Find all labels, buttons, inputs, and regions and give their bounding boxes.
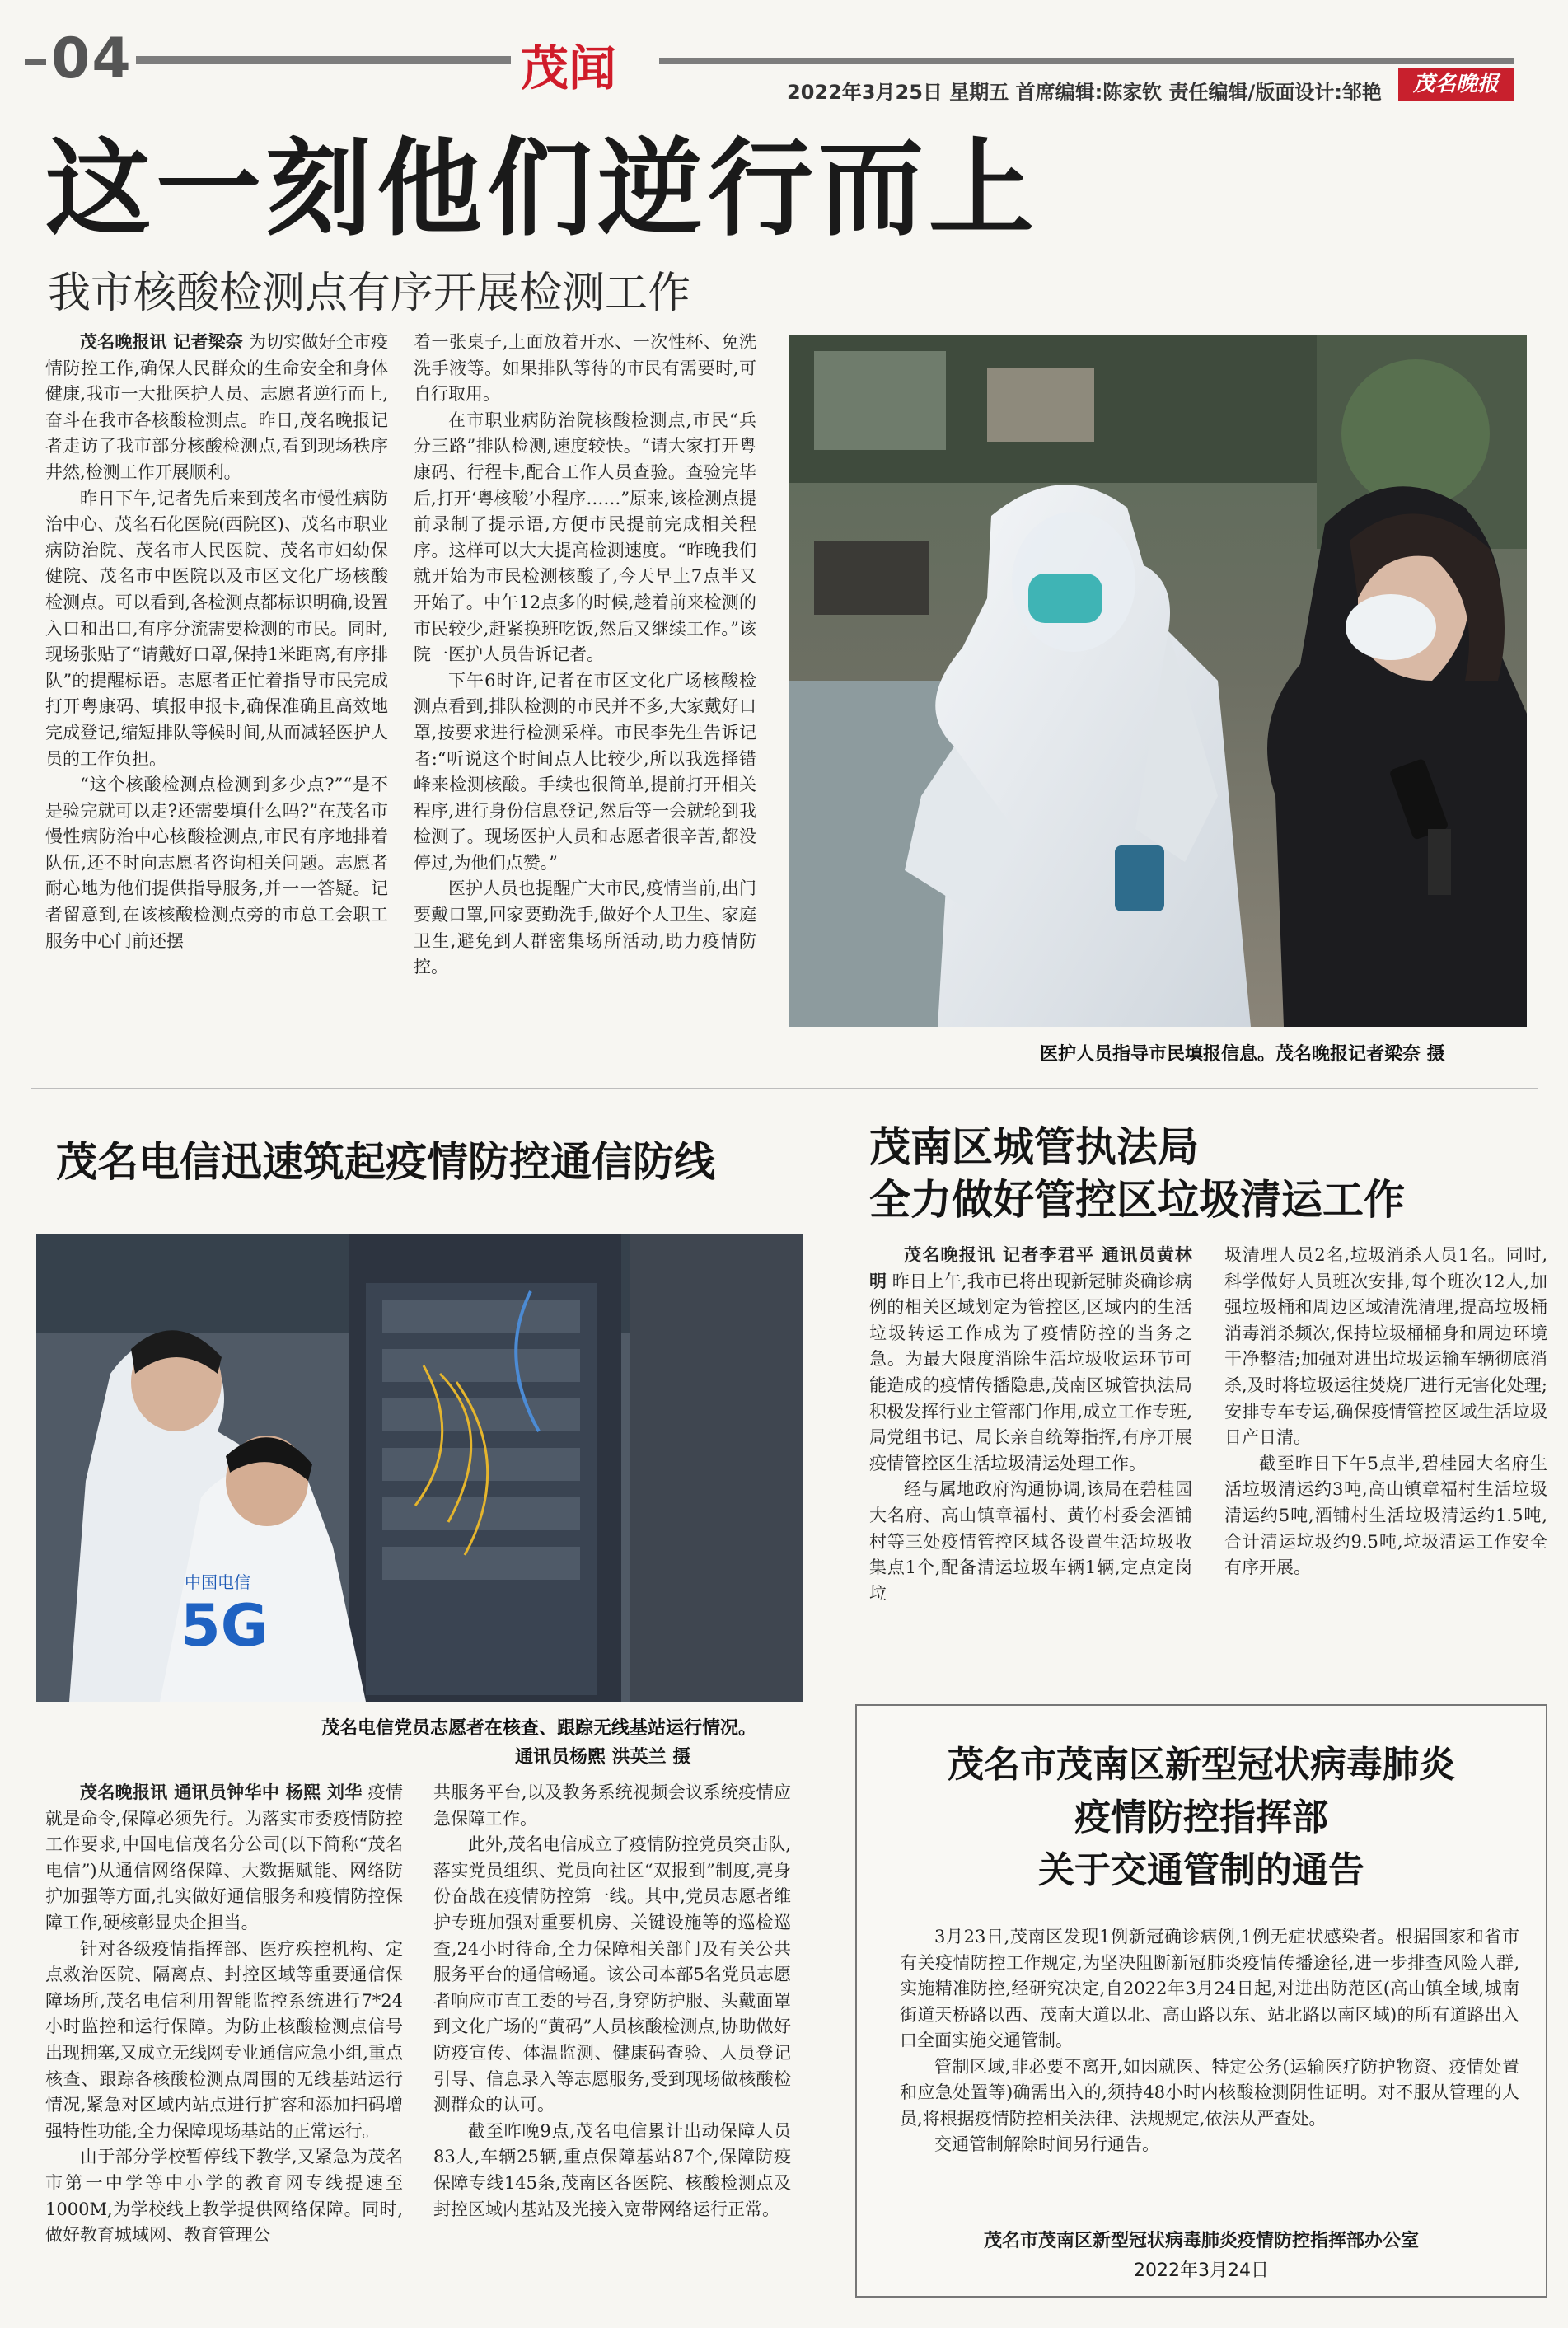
masthead-logo [1398, 68, 1514, 101]
article3-byline: 茂名晚报讯 记者李君平 通讯员黄林明 [869, 1245, 1192, 1291]
header-meta: 2022年3月25日 星期五 首席编辑:陈家钦 责任编辑/版面设计:邹艳 [787, 81, 1382, 104]
article2-paragraph: 此外,茂名电信成立了疫情防控党员突击队,落实党员组织、党员向社区“双报到”制度,亮身份奋战在疫情防控第一线。其中,党员志愿者维护专班加强对重要机房、关键设施等的巡检巡查,24小时待命,全力保障相关部门及有关公共服务平台的通信畅通。该公司本部5名党员志愿者响应市直工委的号召,身穿防护服、头戴面罩到文化广场的“黄码”人员核酸检测点,协助做好防疫宣传、体温监测、健康码查验、人员登记引导、信息录入等志愿服务,受到现场做核酸检测群众的认可。 [433, 1834, 791, 2115]
notice-signature: 茂名市茂南区新型冠状病毒肺炎疫情防控指挥部办公室 [983, 2231, 1419, 2251]
article2-byline: 茂名晚报讯 通讯员钟华中 杨熙 刘华 [80, 1782, 363, 1802]
article2-col1 [45, 1780, 403, 2249]
medical-worker-photo [789, 335, 1527, 1027]
article1-paragraph: 着一张桌子,上面放着开水、一次性杯、免洗洗手液等。如果排队等待的市民有需要时,可自行取用。 [414, 332, 756, 405]
article1-col2 [414, 330, 756, 981]
article2-paragraph: 针对各级疫情指挥部、医疗疾控机构、定点救治医院、隔离点、封控区域等重要通信保障场所,茂名电信利用智能监控系统进行7*24小时监控和运行保障。为防止核酸检测点信号出现拥塞,又成立无线网专业通信应急小组,重点核查、跟踪各核酸检测点周围的无线基站运行情况,紧急对区域内站点进行扩容和添加扫码增强特性功能,全力保障现场基站的正常运行。 [45, 1938, 403, 2141]
page-number: 04 [25, 26, 133, 91]
article1-headline: 这一刻他们逆行而上 [45, 128, 1040, 251]
article3-paragraph: 截至昨日下午5点半,碧桂园大名府生活垃圾清运约3吨,高山镇章福村生活垃圾清运约5吨,酒铺村生活垃圾清运约1.5吨,合计清运垃圾约9.5吨,垃圾清运工作安全有序开展。 [1224, 1453, 1547, 1578]
section-title: 茂闻 [521, 40, 617, 96]
notice-title-line2: 疫情防控指挥部 [1074, 1796, 1328, 1839]
header-rule-left [136, 56, 511, 64]
article2-photo-caption [321, 1714, 816, 1768]
article2-headline: 茂名电信迅速筑起疫情防控通信防线 [56, 1138, 715, 1186]
masthead-text: 茂名晚报 [1412, 72, 1499, 96]
article1-paragraph: “这个核酸检测点检测到多少点?”“是不是验完就可以走?还需要填什么吗?”在茂名市慢性病防治中心核酸检测点,市民有序地排着队伍,还不时向志愿者咨询相关问题。志愿者耐心地为他们提供指导服务,并一一答疑。记者留意到,在该核酸检测点旁的市总工会职工服务中心门前还摆 [45, 775, 388, 951]
notice-body [900, 1924, 1519, 2158]
article3-headline [869, 1121, 1405, 1226]
article1-paragraph: 医护人员也提醒广大市民,疫情当前,出门要戴口罩,回家要勤洗手,做好个人卫生、家庭卫生,避免到人群密集场所活动,助力疫情防控。 [414, 878, 756, 977]
notice-paragraph: 3月23日,茂南区发现1例新冠确诊病例,1例无症状感染者。根据国家和省市有关疫情防控工作规定,为坚决阻断新冠肺炎疫情传播途径,进一步排查风险人群,实施精准防控,经研究决定,自2022年3月24日起,对进出防范区(高山镇全域,城南街道天桥路以西、茂南大道以北、高山路以东、站北路以南区域)的所有道路出入口全面实施交通管制。 [900, 1927, 1519, 2050]
article2-paragraph: 共服务平台,以及教务系统视频会议系统疫情应急保障工作。 [433, 1782, 791, 1829]
article2-paragraph: 由于部分学校暂停线下教学,又紧急为茂名市第一中学等中小学的教育网专线提速至1000M,为学校线上教学提供网络保障。同时,做好教育城域网、教育管理公 [45, 2147, 403, 2246]
notice-title-line3: 关于交通管制的通告 [1038, 1849, 1364, 1891]
article2-col2 [433, 1780, 791, 2223]
section-divider [31, 1088, 1538, 1089]
article1-subheadline: 我市核酸检测点有序开展检测工作 [48, 269, 691, 318]
article2-caption-line2: 通讯员杨熙 洪英兰 摄 [515, 1747, 691, 1768]
article3-paragraph: 经与属地政府沟通协调,该局在碧桂园大名府、高山镇章福村、黄竹村委会酒铺村等三处疫情管控区域各设置生活垃圾收集点1个,配备清运垃圾车辆1辆,定点定岗垃 [869, 1479, 1192, 1604]
telecom-5g-text: 5G [180, 1592, 269, 1660]
article2-photo [36, 1234, 803, 1702]
article3-col1 [869, 1243, 1192, 1607]
page-header [0, 0, 1568, 107]
header-rule-right [659, 58, 1514, 64]
article1-paragraph: 为切实做好全市疫情防控工作,确保人民群众的生命安全和身体健康,我市一大批医护人员、志愿者逆行而上,奋斗在我市各核酸检测点。昨日,茂名晚报记者走访了我市部分核酸检测点,看到现场秩序井然,检测工作开展顺利。 [45, 332, 388, 482]
notice-paragraph: 交通管制解除时间另行通告。 [934, 2134, 1159, 2154]
article1-paragraph: 下午6时许,记者在市区文化广场核酸检测点看到,排队检测的市民并不多,大家戴好口罩,按要求进行检测采样。市民李先生告诉记者:“听说这个时间点人比较少,所以我选择错峰来检测核酸。手续也很简单,提前打开相关程序,进行身份信息登记,然后等一会就轮到我检测了。现场医护人员和志愿者很辛苦,都没停过,为他们点赞。” [414, 670, 756, 873]
article1-photo-caption: 医护人员指导市民填报信息。茂名晚报记者梁奈 摄 [1040, 1044, 1445, 1065]
article2-paragraph: 截至昨晚9点,茂名电信累计出动保障人员83人,车辆25辆,重点保障基站87个,保障防疫保障专线145条,茂南区各医院、核酸检测点及封控区域内基站及光接入宽带网络运行正常。 [433, 2120, 791, 2219]
article1-byline: 茂名晚报讯 记者梁奈 [80, 332, 243, 352]
notice-box [855, 1704, 1547, 2298]
article1-col1 [45, 330, 388, 954]
article3-paragraph: 昨日上午,我市已将出现新冠肺炎确诊病例的相关区域划定为管控区,区域内的生活垃圾转运工作成为了疫情防控的当务之急。为最大限度消除生活垃圾收运环节可能造成的疫情传播隐患,茂南区城管执法局积极发挥行业主管部门作用,成立工作专班,局党组书记、局长亲自统筹指挥,有序开展疫情管控区生活垃圾清运处理工作。 [869, 1271, 1192, 1473]
notice-paragraph: 管制区域,非必要不离开,如因就医、特定公务(运输医疗防护物资、疫情处置和应急处置等)确需出入的,须持48小时内核酸检测阴性证明。对不服从管理的人员,将根据疫情防控相关法律、法规规定,依法从严查处。 [900, 2056, 1519, 2129]
article3-paragraph: 圾清理人员2名,垃圾消杀人员1名。同时,科学做好人员班次安排,每个班次12人,加强垃圾桶和周边区域清洗清理,提高垃圾桶消毒消杀频次,保持垃圾桶桶身和周边环境干净整洁;加强对进出垃圾运输车辆彻底消杀,及时将垃圾运往焚烧厂进行无害化处理;安排专车专运,确保疫情管控区域生活垃圾日产日清。 [1224, 1245, 1547, 1448]
article2-caption-line1: 茂名电信党员志愿者在核查、跟踪无线基站运行情况。 [321, 1718, 757, 1739]
telecom-badge-text: 中国电信 [185, 1572, 250, 1592]
telecom-workers-photo [36, 1234, 803, 1702]
article1-photo [789, 335, 1527, 1027]
notice-date: 2022年3月24日 [1134, 2260, 1269, 2281]
notice-title-line1: 茂名市茂南区新型冠状病毒肺炎 [948, 1744, 1455, 1786]
article3-headline-line1: 茂南区城管执法局 [869, 1123, 1199, 1171]
article2-paragraph: 疫情就是命令,保障必须先行。为落实市委疫情防控工作要求,中国电信茂名分公司(以下简称“茂名电信”)从通信网络保障、大数据赋能、网络防护加强等方面,扎实做好通信服务和疫情防控保障工作,硬核彰显央企担当。 [45, 1782, 403, 1932]
notice-title [857, 1739, 1546, 1897]
article1-paragraph: 昨日下午,记者先后来到茂名市慢性病防治中心、茂名石化医院(西院区)、茂名市职业病防治院、茂名市人民医院、茂名市妇幼保健院、茂名市中医院以及市区文化广场核酸检测点。可以看到,各检测点都标识明确,设置入口和出口,有序分流需要检测的市民。同时,现场张贴了“请戴好口罩,保持1米距离,有序排队”的提醒标语。志愿者正忙着指导市民完成打开粤康码、填报申报卡,确保准确且高效地完成登记,缩短排队等候时间,从而减轻医护人员的工作负担。 [45, 488, 388, 769]
article3-headline-line2: 全力做好管控区垃圾清运工作 [869, 1176, 1405, 1224]
article1-paragraph: 在市职业病防治院核酸检测点,市民“兵分三路”排队检测,速度较快。“请大家打开粤康码、行程卡,配合工作人员查验。查验完毕后,打开‘粤核酸’小程序……”原来,该检测点提前录制了提示语,方便市民提前完成相关程序。这样可以大大提高检测速度。“昨晚我们就开始为市民检测核酸了,今天早上7点半又开始了。中午12点多的时候,趁着前来检测的市民较少,赶紧换班吃饭,然后又继续工作。”该院一医护人员告诉记者。 [414, 410, 756, 665]
article3-col2 [1224, 1243, 1547, 1581]
